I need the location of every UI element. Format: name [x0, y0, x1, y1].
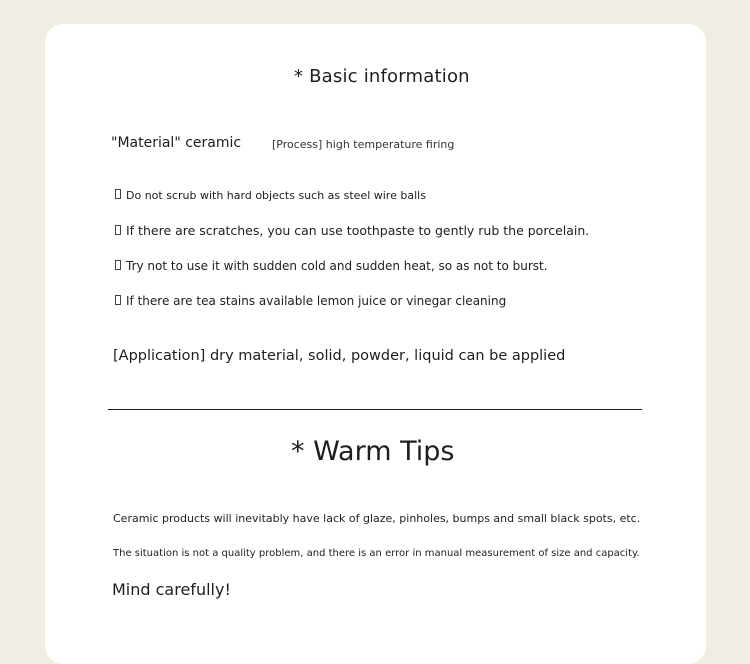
bullet-box-icon [115, 260, 121, 270]
care-note [115, 294, 506, 308]
warm-tips-title: * Warm Tips [291, 436, 455, 467]
section-divider [108, 409, 642, 410]
care-note-text: Try not to use it with sudden cold and sudden heat, so as not to burst. [126, 259, 548, 273]
care-note-text: If there are scratches, you can use toothpaste to gently rub the porcelain. [126, 223, 590, 238]
care-note [115, 223, 589, 238]
info-card [45, 24, 706, 664]
care-note [115, 259, 548, 273]
process-text: [Process] high temperature firing [272, 138, 455, 151]
bullet-box-icon [115, 225, 121, 235]
bullet-box-icon [115, 295, 121, 305]
material-text: "Material" ceramic [111, 135, 242, 151]
closing-note: Mind carefully! [112, 580, 231, 599]
care-note [115, 189, 426, 202]
bullet-box-icon [115, 189, 121, 199]
warm-tip-line: The situation is not a quality problem, and there is an error in manual measurement of size and capacity. [113, 548, 640, 559]
basic-information-title: * Basic information [294, 66, 470, 87]
care-note-text: If there are tea stains available lemon juice or vinegar cleaning [126, 294, 507, 308]
warm-tip-line: Ceramic products will inevitably have lack of glaze, pinholes, bumps and small black spots, etc. [113, 512, 641, 525]
care-note-text: Do not scrub with hard objects such as steel wire balls [126, 189, 426, 202]
application-text: [Application] dry material, solid, powder, liquid can be applied [113, 348, 566, 364]
